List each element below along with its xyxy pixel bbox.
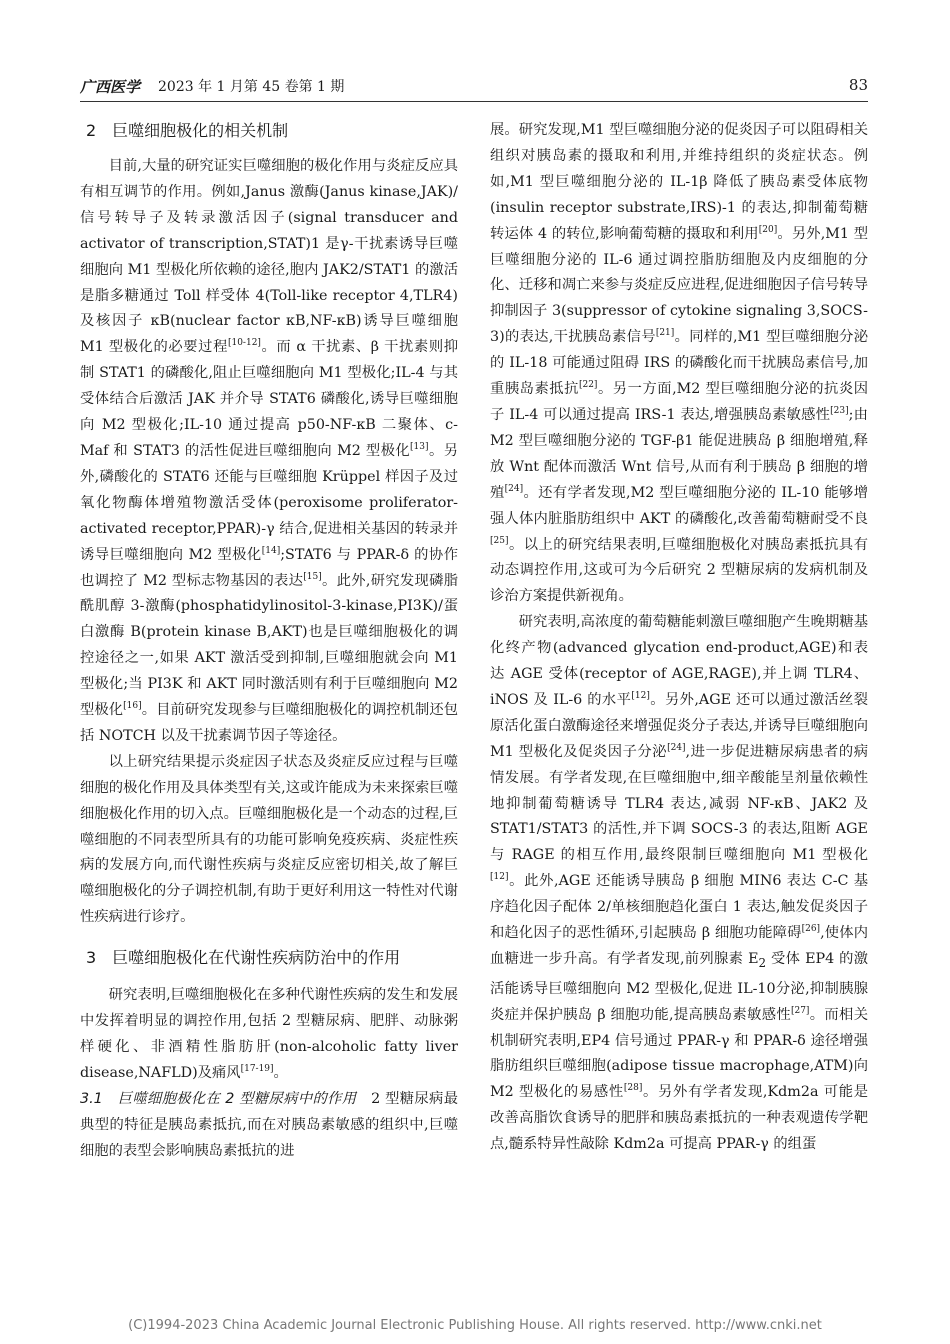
citation[interactable]: [24]	[504, 483, 524, 494]
citation[interactable]: [10-12]	[227, 338, 261, 349]
citation[interactable]: [20]	[758, 224, 778, 235]
right-column	[490, 118, 868, 1158]
paragraph: 研究表明,巨噬细胞极化在多种代谢性疾病的发生和发展中发挥着明显的调控作用,包括 2 型糖尿病、肥胖、动脉粥样硬化、非酒精性脂肪肝(non-alcoholic fatty liver disease,NAFLD)及痛风[17-19]。	[80, 987, 458, 1081]
copyright-footer: (C)1994-2023 China Academic Journal Electronic Publishing House. All rights reserved. http://www.cnki.net	[128, 1318, 822, 1333]
citation[interactable]: [24]	[667, 742, 686, 753]
citation[interactable]: [28]	[623, 1083, 643, 1094]
paragraph: 展。研究发现,M1 型巨噬细胞分泌的促炎因子可以阻碍相关组织对胰岛素的摄取和利用,并维持组织的炎症状态。例如,M1 型巨噬细胞分泌的 IL-1β 降低了胰岛素受体底物(insulin receptor substrate,IRS)-1 的表达,抑制葡萄糖转运体 4 的转位,影响葡萄糖的摄取和利用[20]。另外,M1 型巨噬细胞分泌的 IL-6 通过调控脂肪细胞及内皮细胞的分化、迁移和凋亡来参与炎症反应进程,促进细胞因子信号转导抑制因子 3(suppressor of cytokine signaling 3,SOCS-3)的表达,干扰胰岛素信号[21]。同样的,M1 型巨噬细胞分泌的 IL-18 可能通过阻碍 IRS 的磷酸化而干扰胰岛素信号,加重胰岛素抵抗[22]。另一方面,M2 型巨噬细胞分泌的抗炎因子 IL-4 可以通过提高 IRS-1 表达,增强胰岛素敏感性[23];由 M2 型巨噬细胞分泌的 TGF-β1 能促进胰岛 β 细胞增殖,释放 Wnt 配体而激活 Wnt 信号,从而有利于胰岛 β 细胞的增殖[24]。还有学者发现,M2 型巨噬细胞分泌的 IL-10 能够增强人体内脏脂肪组织中 AKT 的磷酸化,改善葡萄糖耐受不良[25]。以上的研究结果表明,巨噬细胞极化对胰岛素抵抗具有动态调控作用,这或可为今后研究 2 型糖尿病的发病机制及诊治方案提供新视角。	[490, 122, 869, 605]
header-rule	[80, 101, 868, 102]
paragraph: 目前,大量的研究证实巨噬细胞的极化作用与炎症反应具有相互调节的作用。例如,Janus 激酶(Janus kinase,JAK)/信号转导子及转录激活因子(signal transducer and activator of transcription,STAT)1 是γ-干扰素诱导巨噬细胞向 M1 型极化所依赖的途径,胞内 JAK2/STAT1 的激活是脂多糖通过 Toll 样受体 4(Toll-like receptor 4,TLR4)及核因子 κB(nuclear factor κB,NF-κB)诱导巨噬细胞 M1 型极化的必要过程[10-12]。而 α 干扰素、β 干扰素则抑制 STAT1 的磷酸化,阻止巨噬细胞向 M1 型极化;IL-4 与其受体结合后激活 JAK 并介导 STAT6 磷酸化,诱导巨噬细胞向 M2 型极化;IL-10 通过提高 p50-NF-κB 二聚体、c-Maf 和 STAT3 的活性促进巨噬细胞向 M2 型极化[13]。另外,磷酸化的 STAT6 还能与巨噬细胞 Krüppel 样因子及过氧化物酶体增殖物激活受体(peroxisome proliferator-activated receptor,PPAR)-γ 结合,促进相关基因的转录并诱导巨噬细胞向 M2 型极化[14];STAT6 与 PPAR-δ 的协作也调控了 M2 型标志物基因的表达[15]。此外,研究发现磷脂酰肌醇 3-激酶(phosphatidylinositol-3-kinase,PI3K)/蛋白激酶 B(protein kinase B,AKT)也是巨噬细胞极化的调控途径之一,如果 AKT 激活受到抑制,巨噬细胞就会向 M1 型极化;当 PI3K 和 AKT 同时激活则有利于巨噬细胞向 M2 型极化[16]。目前研究发现参与巨噬细胞极化的调控机制还包括 NOTCH 以及干扰素调节因子等途径。	[80, 158, 459, 744]
citation[interactable]: [25]	[490, 535, 509, 546]
citation[interactable]: [21]	[655, 328, 675, 339]
section-3-heading: 3 巨噬细胞极化在代谢性疾病防治中的作用	[86, 948, 401, 968]
citation[interactable]: [13]	[410, 442, 429, 453]
paragraph: 研究表明,高浓度的葡萄糖能刺激巨噬细胞产生晚期糖基化终产物(advanced glycation end-product,AGE)和表达 AGE 受体(receptor of AGE,RAGE),并上调 TLR4、iNOS 及 IL-6 的水平[12]。另外,AGE 还可以通过激活丝裂原活化蛋白激酶途径来增强促炎分子表达,并诱导巨噬细胞向 M1 型极化及促炎因子分泌[24],进一步促进糖尿病患者的病情发展。有学者发现,在巨噬细胞中,细辛酸能呈剂量依赖性地抑制葡萄糖诱导 TLR4 表达,减弱 NF-κB、JAK2 及 STAT1/STAT3 的活性,并下调 SOCS-3 的表达,阻断 AGE 与 RAGE 的相互作用,最终限制巨噬细胞向 M1 型极化[12]。此外,AGE 还能诱导胰岛 β 细胞 MIN6 表达 C-C 基序趋化因子配体 2/单核细胞趋化蛋白 1 表达,触发促炎因子和趋化因子的恶性循环,引起胰岛 β 细胞功能障碍[26],使体内血糖进一步升高。有学者发现,前列腺素 $E_2$ 受体 EP4 的激活能诱导巨噬细胞向 M2 型极化,促进 IL-10分泌,抑制胰腺炎症并保护胰岛 β 细胞功能,提高胰岛素敏感性[27]。而相关机制研究表明,EP4 信号通过 PPAR-γ 和 PPAR-δ 途径增强脂肪组织巨噬细胞(adipose tissue macrophage,ATM)向 M2 型极化的易感性[28]。另外有学者发现,Kdm2a 可能是改善高脂饮食诱导的肥胖和胰岛素抵抗的一种表观遗传学靶点,髓系特异性敲除 Kdm2a 可提高 PPAR-γ 的组蛋	[490, 614, 869, 1153]
left-column	[80, 118, 458, 1165]
citation[interactable]: [12]	[631, 691, 650, 702]
citation[interactable]: [26]	[801, 924, 821, 935]
subsection-3-1-heading: 3.1 巨噬细胞极化在 2 型糖尿病中的作用	[80, 1090, 357, 1107]
page-number: 83	[848, 76, 868, 94]
paragraph: 3.1 巨噬细胞极化在 2 型糖尿病中的作用 2 型糖尿病最典型的特征是胰岛素抵抗,而在对胰岛素敏感的组织中,巨噬细胞的表型会影响胰岛素抵抗的进	[80, 1090, 459, 1159]
subscript: 2	[758, 955, 767, 970]
citation[interactable]: [17-19]	[240, 1064, 274, 1075]
citation[interactable]: [12]	[490, 872, 509, 883]
journal-name: 广西医学	[80, 78, 141, 96]
citation[interactable]: [23]	[830, 406, 849, 417]
paragraph: 以上研究结果提示炎症因子状态及炎症反应过程与巨噬细胞的极化作用及具体类型有关,这或许能成为未来探索巨噬细胞极化作用的切入点。巨噬细胞极化是一个动态的过程,巨噬细胞的不同表型所具有的功能可影响免疫疾病、炎症性疾病的发展方向,而代谢性疾病与炎症反应密切相关,故了解巨噬细胞极化的分子调控机制,有助于更好利用这一特性对代谢性疾病进行诊疗。	[80, 753, 458, 926]
issue-info: 2023 年 1 月第 45 卷第 1 期	[158, 79, 345, 95]
citation[interactable]: [15]	[303, 571, 322, 582]
citation[interactable]: [27]	[790, 1005, 810, 1016]
section-2-heading: 2 巨噬细胞极化的相关机制	[86, 121, 289, 140]
citation[interactable]: [14]	[261, 545, 281, 556]
citation[interactable]: [16]	[123, 701, 142, 712]
citation[interactable]: [22]	[578, 380, 598, 391]
running-header	[80, 76, 868, 100]
